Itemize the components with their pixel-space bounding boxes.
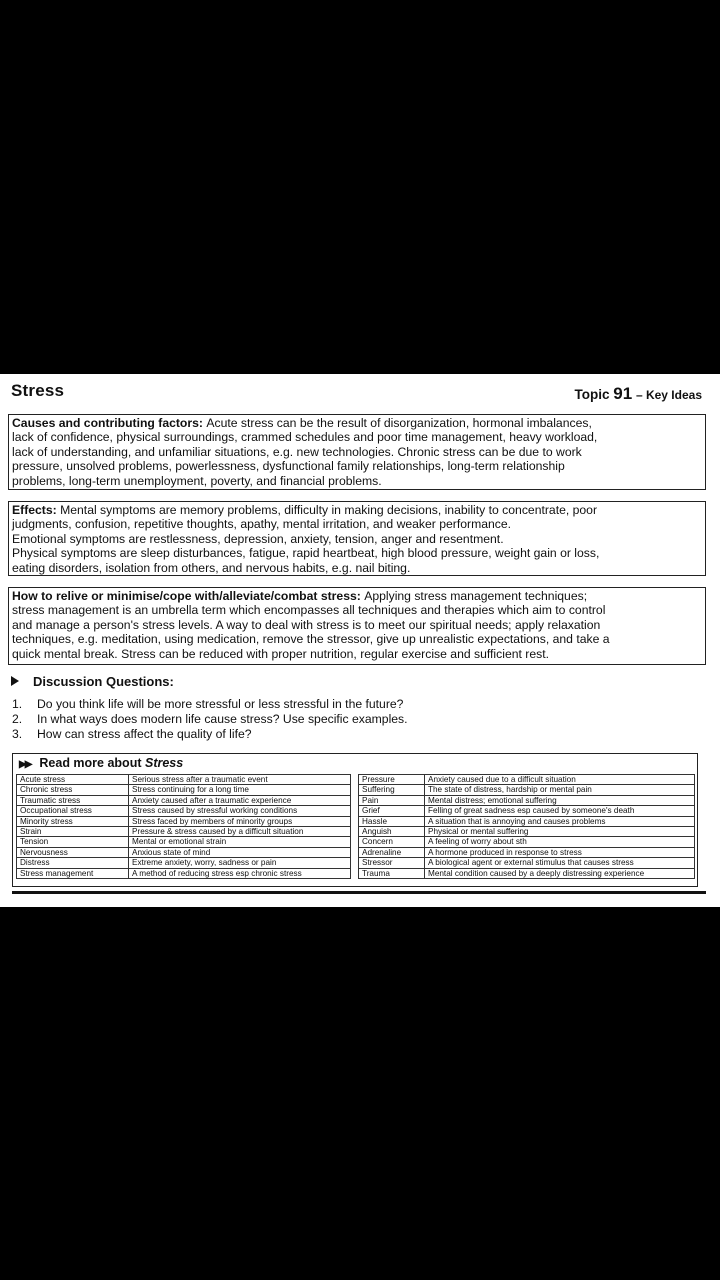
definition-cell: The state of distress, hardship or mental pain [425,785,695,795]
section-heading: Effects: [12,503,57,517]
read-more-heading [19,756,183,770]
read-more-topic: Stress [144,756,184,770]
read-more-box [12,753,698,887]
term-cell: Concern [359,837,425,847]
spacer-cell [351,847,359,857]
table-row [17,816,695,826]
topic-suffix: – Key Ideas [635,388,702,402]
section-heading: Causes and contributing factors: [12,416,203,430]
spacer-cell [351,775,359,785]
divider [12,891,706,894]
topic-label [575,384,703,404]
triangle-bullet-icon [11,676,19,686]
section-line: Acute stress can be the result of disorganization, hormonal imbalances, [206,416,592,430]
question-text: Do you think life will be more stressful or less stressful in the future? [37,697,404,711]
section-line: quick mental break. Stress can be reduced with proper nutrition, regular exercise and sufficient rest. [12,646,549,661]
term-cell: Pressure [359,775,425,785]
table-row [17,858,695,868]
term-cell: Minority stress [17,816,129,826]
definition-cell: Felling of great sadness esp caused by someone's death [425,806,695,816]
table-row [17,827,695,837]
section-heading: How to relive or minimise/cope with/alleviate/combat stress: [12,589,361,603]
section-line: problems, long-term unemployment, poverty, and financial problems. [12,473,382,488]
term-cell: Adrenaline [359,847,425,857]
discussion-list [12,697,408,742]
glossary-table [16,774,695,879]
question-text: How can stress affect the quality of life? [37,727,252,741]
term-cell: Stress management [17,868,129,878]
section-line: Applying stress management techniques; [364,589,588,603]
definition-cell: Mental condition caused by a deeply distressing experience [425,868,695,878]
term-cell: Occupational stress [17,806,129,816]
read-more-prefix: Read more about [39,756,142,770]
table-row [17,847,695,857]
causes-section [8,414,706,490]
effects-section [8,501,706,576]
term-cell: Chronic stress [17,785,129,795]
definition-cell: Anxious state of mind [129,847,351,857]
term-cell: Distress [17,858,129,868]
definition-cell: Extreme anxiety, worry, sadness or pain [129,858,351,868]
spacer-cell [351,795,359,805]
topic-number: 91 [613,384,633,403]
definition-cell: A hormone produced in response to stress [425,847,695,857]
term-cell: Acute stress [17,775,129,785]
coping-section [8,587,706,665]
section-line: Physical symptoms are sleep disturbances, fatigue, rapid heartbeat, high blood pressure, weight gain or loss, [12,546,600,561]
section-line: stress management is an umbrella term which encompasses all techniques and therapies which aim to control [12,603,606,618]
definition-cell: Serious stress after a traumatic event [129,775,351,785]
spacer-cell [351,868,359,878]
section-line: lack of confidence, physical surroundings, crammed schedules and poor time management, heavy workload, [12,430,598,445]
term-cell: Pain [359,795,425,805]
question-number: 1. [12,697,23,711]
list-item [12,697,408,712]
section-line: lack of understanding, and unfamiliar situations, e.g. new technologies. Chronic stress can be due to work [12,444,582,459]
definition-cell: A biological agent or external stimulus that causes stress [425,858,695,868]
topic-prefix: Topic [574,387,610,402]
spacer-cell [351,806,359,816]
question-text: In what ways does modern life cause stress? Use specific examples. [37,712,408,726]
section-line: techniques, e.g. meditation, using medication, remove the stressor, give up unrealistic expectations, and take a [12,632,610,647]
discussion-heading [11,674,174,689]
term-cell: Hassle [359,816,425,826]
question-number: 2. [12,712,23,726]
definition-cell: Stress faced by members of minority groups [129,816,351,826]
section-line: pressure, unsolved problems, powerlessness, dysfunctional family relationships, long-term relationship [12,459,565,474]
document-page [0,374,720,907]
spacer-cell [351,837,359,847]
spacer-cell [351,785,359,795]
page-title: Stress [11,381,65,400]
spacer-cell [351,816,359,826]
list-item [12,727,408,742]
definition-cell: A feeling of worry about sth [425,837,695,847]
definition-cell: A situation that is annoying and causes problems [425,816,695,826]
term-cell: Strain [17,827,129,837]
term-cell: Trauma [359,868,425,878]
table-row [17,837,695,847]
section-line: and manage a person's stress levels. A way to deal with stress is to meet our spiritual needs; apply relaxation [12,617,601,632]
section-line: judgments, confusion, repetitive thoughts, apathy, mental irritation, and weaker performance. [12,517,512,532]
definition-cell: Stress caused by stressful working conditions [129,806,351,816]
table-row [17,806,695,816]
section-line: Mental symptoms are memory problems, difficulty in making decisions, inability to concentrate, poor [60,503,598,517]
definition-cell: Anxiety caused after a traumatic experience [129,795,351,805]
double-arrow-icon: ▶▶ [19,759,31,770]
term-cell: Stressor [359,858,425,868]
term-cell: Anguish [359,827,425,837]
term-cell: Suffering [359,785,425,795]
section-line: eating disorders, isolation from others, and nervous habits, e.g. nail biting. [12,560,411,575]
definition-cell: Anxiety caused due to a difficult situation [425,775,695,785]
section-line: Emotional symptoms are restlessness, depression, anxiety, tension, anger and resentment. [12,531,504,546]
definition-cell: Pressure & stress caused by a difficult situation [129,827,351,837]
discussion-title: Discussion Questions: [33,674,174,689]
definition-cell: Mental or emotional strain [129,837,351,847]
term-cell: Nervousness [17,847,129,857]
definition-cell: A method of reducing stress esp chronic stress [129,868,351,878]
table-row [17,795,695,805]
table-row [17,785,695,795]
table-row [17,775,695,785]
question-number: 3. [12,727,23,741]
term-cell: Traumatic stress [17,795,129,805]
table-row [17,868,695,878]
definition-cell: Physical or mental suffering [425,827,695,837]
term-cell: Tension [17,837,129,847]
list-item [12,712,408,727]
term-cell: Grief [359,806,425,816]
spacer-cell [351,827,359,837]
definition-cell: Stress continuing for a long time [129,785,351,795]
definition-cell: Mental distress; emotional suffering [425,795,695,805]
spacer-cell [351,858,359,868]
